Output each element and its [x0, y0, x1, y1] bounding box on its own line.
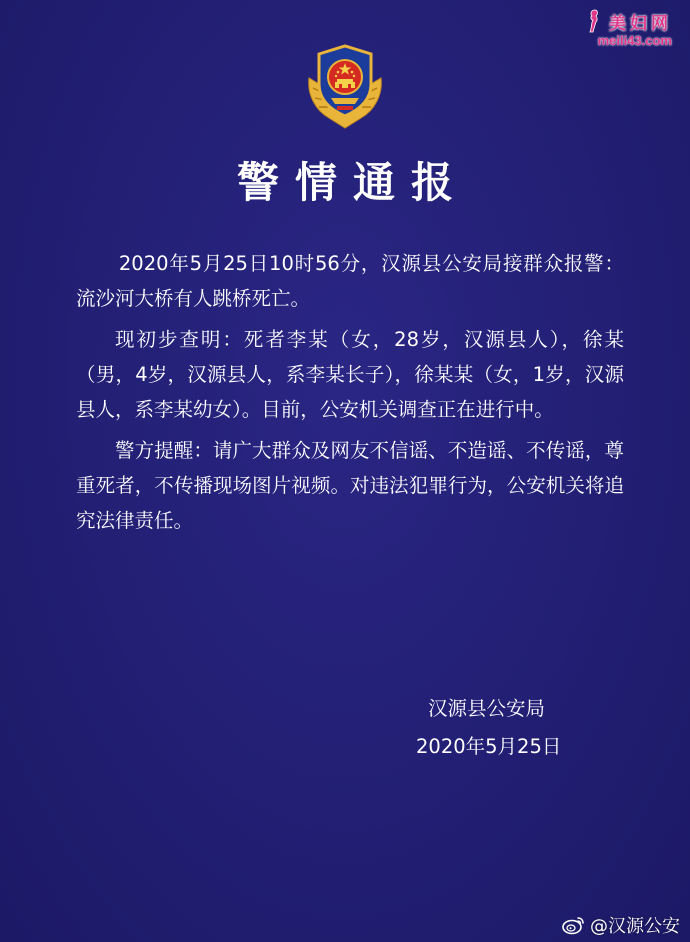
weibo-handle: @汉源公安	[590, 916, 680, 937]
watermark-site-url: meili43.com	[597, 33, 672, 48]
weibo-icon	[562, 915, 586, 935]
notice-paragraph-findings: 现初步查明：死者李某（女，28岁，汉源县人），徐某（男，4岁，汉源县人，系李某长子），徐某某（女，1岁，汉源县人，系李某幼女）。目前，公安机关调查正在进行中。	[76, 328, 624, 421]
notice-body	[76, 246, 624, 544]
police-emblem-icon	[305, 44, 385, 130]
signature-date: 2020年5月25日	[416, 735, 562, 758]
watermark-site-name: 美妇网	[609, 13, 672, 34]
woman-silhouette-icon	[585, 8, 603, 34]
notice-paragraph-report: 2020年5月25日10时56分，汉源县公安局接群众报警：流沙河大桥有人跳桥死亡。	[76, 252, 624, 310]
notice-title: 警情通报	[236, 158, 469, 207]
notice-paragraph-reminder: 警方提醒：请广大群众及网友不信谣、不造谣、不传谣，尊重死者，不传播现场图片视频。对违法犯罪行为，公安机关将追究法律责任。	[76, 439, 624, 532]
site-watermark	[585, 8, 672, 48]
signature-organization: 汉源县公安局	[428, 697, 546, 720]
weibo-attribution	[562, 912, 680, 938]
